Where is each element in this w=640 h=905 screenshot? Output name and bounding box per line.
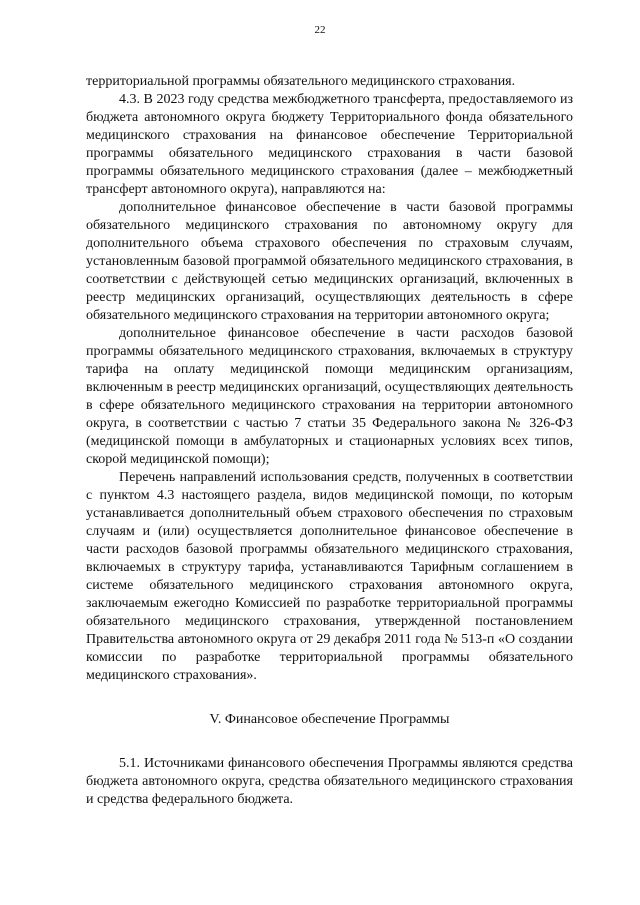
paragraph-additional-funding-tariff: дополнительное финансовое обеспечение в части расходов базовой программы обязательного медицинского страхования, включаемых в структуру тарифа на оплату медицинской помощи медицинским организациям, включенным в реестр медицинских организаций, осуществляющих деятельность в сфере обязательного медицинского страхования на территории автономного округа, в соответствии с частью 7 статьи 35 Федерального закона № 326-ФЗ (медицинской помощи в амбулаторных и стационарных условиях всех типов, скорой медицинской помощи); xyxy=(86,326,573,467)
section-heading: V. Финансовое обеспечение Программы xyxy=(209,712,450,727)
paragraph-5-1: 5.1. Источниками финансового обеспечения Программы являются средства бюджета автономного округа, средства обязательного медицинского страхования и средства федерального бюджета. xyxy=(86,756,573,807)
paragraph-4-3: 4.3. В 2023 году средства межбюджетного трансферта, предоставляемого из бюджета автономного округа бюджету Территориального фонда обязательного медицинского страхования на финансовое обеспечение Территориальной программы обязательного медицинского страхования в части базовой программы обязательного медицинского страхования (далее – межбюджетный трансферт автономного округа), направляются на: xyxy=(86,92,573,197)
page-number: 22 xyxy=(314,24,326,36)
paragraph-additional-funding-base-program: дополнительное финансовое обеспечение в части базовой программы обязательного медицинского страхования по автономному округу для дополнительного объема страхового обеспечения по страховым случаям, установленным базовой программой обязательного медицинского страхования, в соответствии с действующей сетью медицинских организаций, включенных в реестр медицинских организаций, осуществляющих деятельность в сфере обязательного медицинского страхования на территории автономного округа; xyxy=(86,200,573,323)
paragraph-continuation: территориальной программы обязательного медицинского страхования. xyxy=(86,74,516,89)
document-body xyxy=(86,73,573,809)
paragraph-list-of-directions: Перечень направлений использования средств, полученных в соответствии с пунктом 4.3 настоящего раздела, видов медицинской помощи, по которым устанавливается дополнительный объем страхового обеспечения по страховым случаям и (или) осуществляется дополнительное финансовое обеспечение в части расходов базовой программы обязательного медицинского страхования, включаемых в структуру тарифа, устанавливаются Тарифным соглашением в системе обязательного медицинского страхования автономного округа, заключаемым ежегодно Комиссией по разработке территориальной программы обязательного медицинского страхования, утвержденной постановлением Правительства автономного округа от 29 декабря 2011 года № 513-п «О создании комиссии по разработке территориальной программы обязательного медицинского страхования». xyxy=(86,470,573,683)
